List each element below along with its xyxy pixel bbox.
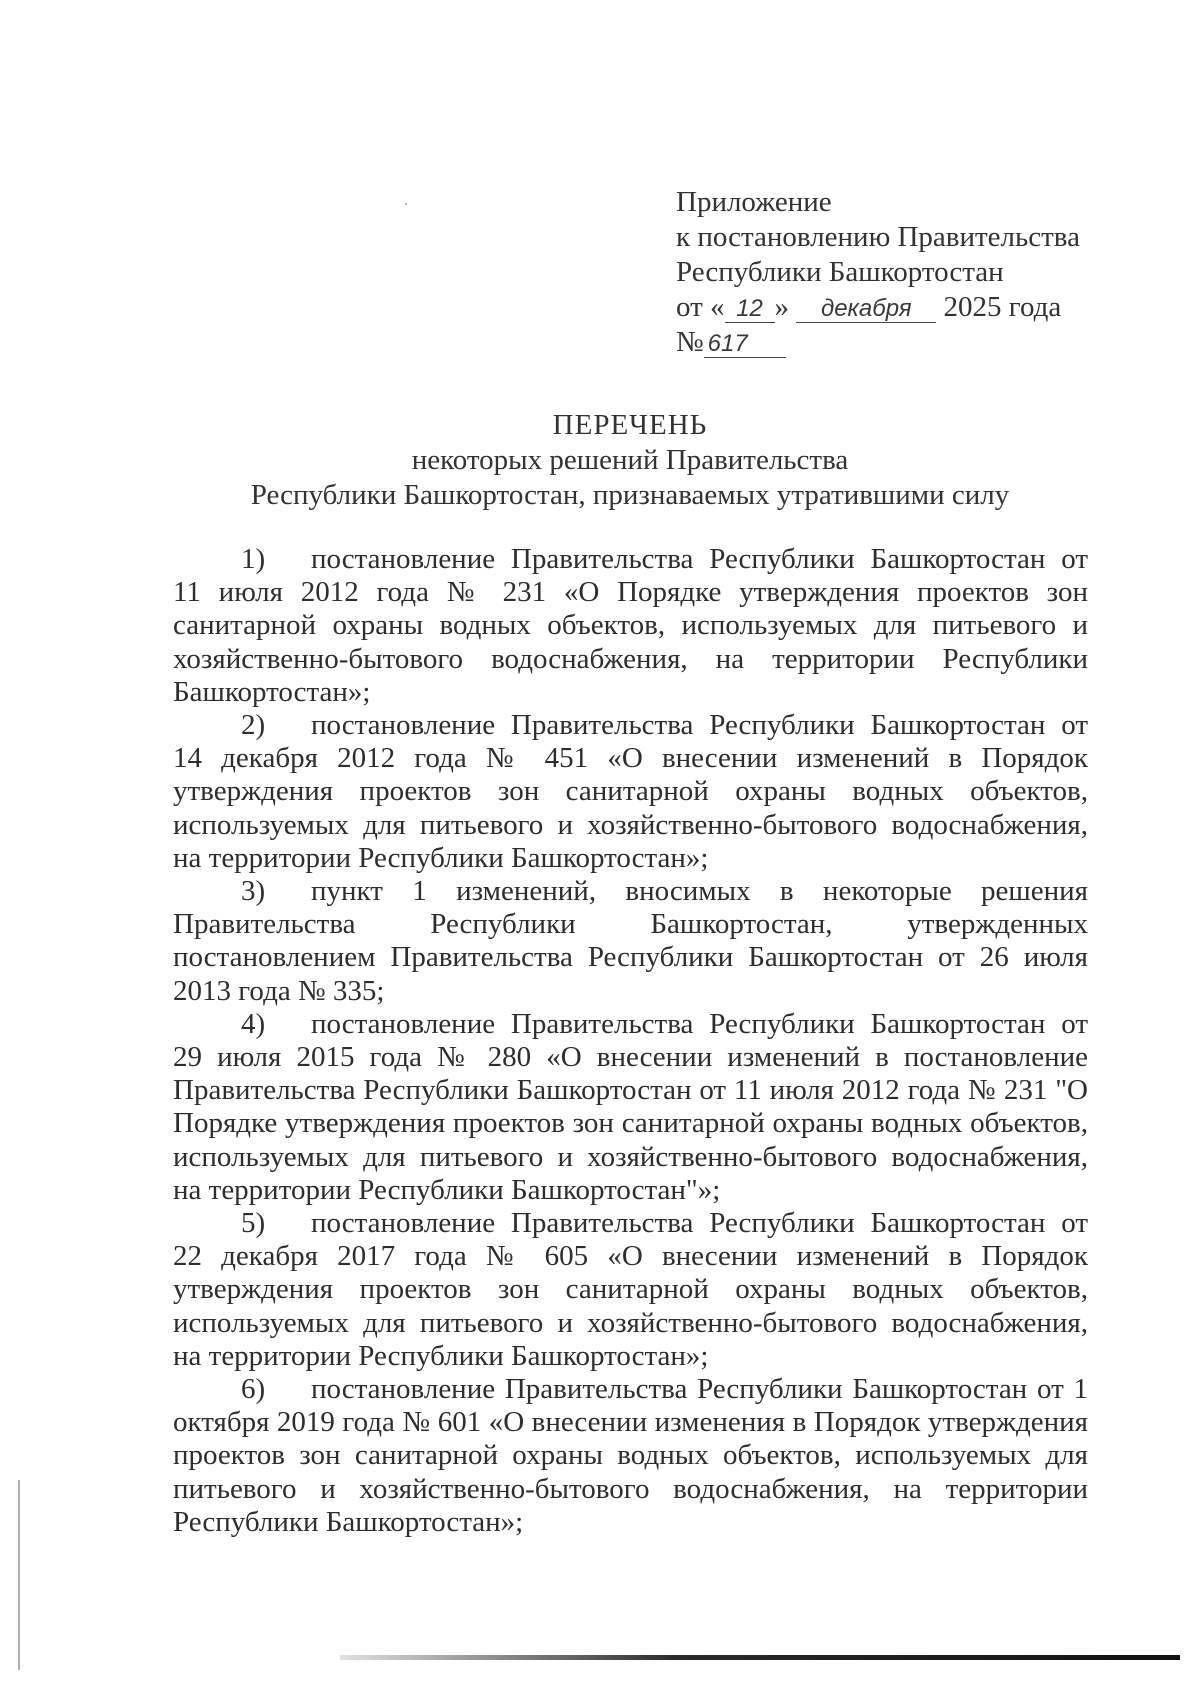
list-item-text: постановление Правительства Республики Башкортостан от 22 декабря 2017 года № 605 «О внесении изменений в Порядок утверждения проектов зон санитарной охраны водных объектов, используемых для питьевого и хозяйственно-бытового водоснабжения, на территории Республики Башкортостан»; [173,1207,1088,1372]
list-item [173,1008,1088,1207]
list-item-text: постановление Правительства Республики Башкортостан от 29 июля 2015 года № 280 «О внесении изменений в постановление Правительства Республики Башкортостан от 11 июля 2012 года № 231 "О Порядке утверждения проектов зон санитарной охраны водных объектов, используемых для питьевого и хозяйственно-бытового водоснабжения, на территории Республики Башкортостан"»; [173,1007,1088,1206]
appendix-line-2: к постановлению Правительства [676,221,1080,253]
list-item [173,543,1088,709]
list-item-number: 1) [241,543,266,575]
appendix-line-1: Приложение [676,186,832,218]
list-item-number: 2) [241,709,266,742]
scan-edge-line [18,1480,20,1670]
list-item-number: 5) [241,1207,266,1240]
list-item-text: постановление Правительства Республики Башкортостан от 1 октября 2019 года № 601 «О внесении изменения в Порядок утверждения проектов зон санитарной охраны водных объектов, используемых для питьевого и хозяйственно-бытового водоснабжения, на территории Республики Башкортостан»; [173,1373,1088,1538]
appendix-date-line [676,290,1096,325]
list-item-text: постановление Правительства Республики Башкортостан от 14 декабря 2012 года № 451 «О внесении изменений в Порядок утверждения проектов зон санитарной охраны водных объектов, используемых для питьевого и хозяйственно-бытового водоснабжения, на территории Республики Башкортостан»; [173,709,1088,874]
list-item [173,1207,1088,1373]
date-day: 12 [725,296,775,323]
list-item-text: постановление Правительства Республики Башкортостан от 11 июля 2012 года № 231 «О Порядке утверждения проектов зон санитарной охраны водных объектов, используемых для питьевого и хозяйственно-бытового водоснабжения, на территории Республики Башкортостан»; [173,543,1088,708]
appendix-line-3: Республики Башкортостан [676,256,1004,288]
list-item-number: 4) [241,1007,266,1040]
list-item [173,875,1088,1008]
document-title-block [170,408,1090,513]
list-item-text: пункт 1 изменений, вносимых в некоторые решения Правительства Республики Башкортостан, утвержденных постановлением Правительства Республики Башкортостан от 26 июля 2013 года № 335; [173,875,1088,1007]
date-mid: » [774,291,790,323]
date-prefix: от « [676,291,725,323]
list-item-number: 3) [241,875,266,908]
scan-bottom-shadow [340,1655,1180,1660]
number-prefix: № [676,326,704,358]
list-item [173,1373,1088,1539]
list-item [173,709,1088,875]
date-month: декабря [796,296,936,323]
date-year: 2025 года [943,291,1062,323]
document-number: 617 [704,331,786,358]
document-subtitle-2: Республики Башкортостан, признаваемых утратившими силу [250,479,1010,511]
document-subtitle-1: некоторых решений Правительства [411,444,849,476]
appendix-header [676,185,1096,360]
list-item-number: 6) [241,1373,266,1406]
document-body [173,543,1088,1539]
scan-speck [405,203,407,205]
document-title: ПЕРЕЧЕНЬ [552,409,708,441]
appendix-number-line [676,325,1096,360]
